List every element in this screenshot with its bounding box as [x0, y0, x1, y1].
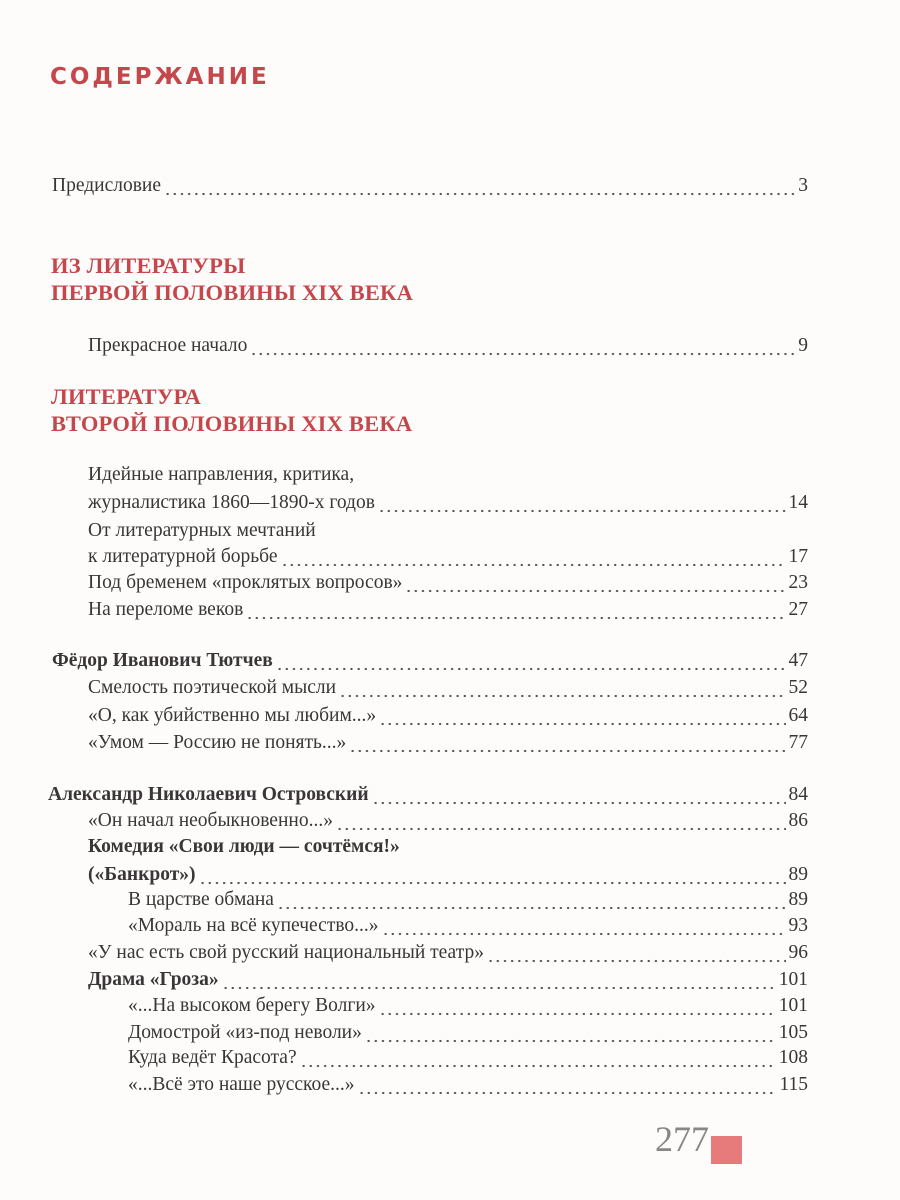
toc-entry-label: «У нас есть свой русский национальный театр» [88, 942, 484, 963]
toc-entry[interactable] [88, 490, 808, 516]
dot-leader [339, 675, 785, 701]
dot-leader [281, 544, 786, 570]
dot-leader [349, 730, 785, 756]
toc-page-number: 86 [788, 810, 808, 831]
toc-page-number: 115 [779, 1074, 808, 1095]
toc-entry[interactable] [88, 808, 808, 834]
toc-entry-preface[interactable] [52, 173, 808, 199]
section-heading-line: ВТОРОЙ ПОЛОВИНЫ XIX ВЕКА [51, 411, 413, 436]
toc-entry[interactable] [88, 333, 808, 359]
toc-entry-label: «Мораль на всё купечество...» [128, 915, 379, 936]
dot-leader [365, 1020, 776, 1046]
toc-page-number: 14 [788, 492, 808, 513]
toc-author-tyutchev[interactable] [52, 648, 808, 674]
toc-page-number: 101 [778, 995, 808, 1016]
toc-page-number: 89 [788, 889, 808, 910]
toc-page-number: 17 [788, 546, 808, 567]
toc-entry[interactable] [88, 862, 808, 888]
dot-leader [250, 333, 795, 359]
page-number: 277 [655, 1119, 709, 1159]
toc-page-number: 52 [788, 677, 808, 698]
toc-entry-label: «Умом — Россию не понять...» [88, 732, 347, 753]
toc-page-number: 84 [788, 784, 808, 805]
toc-entry-label: Домострой «из-под неволи» [128, 1022, 362, 1043]
toc-entry[interactable] [88, 730, 808, 756]
toc-page-number: 23 [788, 572, 808, 593]
toc-entry-label-line1: Комедия «Свои люди — сочтёмся!» [88, 836, 400, 857]
section-heading-second-half [51, 383, 412, 437]
section-heading-line: ПЕРВОЙ ПОЛОВИНЫ XIX ВЕКА [51, 280, 414, 305]
dot-leader [405, 570, 785, 596]
toc-entry[interactable] [88, 570, 808, 596]
toc-entry-label: Прекрасное начало [88, 335, 248, 356]
toc-entry[interactable] [128, 1020, 808, 1046]
dot-leader [487, 940, 786, 966]
toc-page-number: 93 [788, 915, 808, 936]
toc-entry[interactable] [88, 967, 808, 993]
toc-page-number: 9 [798, 335, 808, 356]
toc-entry-label: Фёдор Иванович Тютчев [52, 650, 273, 671]
toc-entry-label-line1: От литературных мечтаний [88, 520, 316, 541]
dot-leader [222, 967, 776, 993]
page-corner-marker [711, 1136, 742, 1164]
toc-entry[interactable] [88, 940, 808, 966]
toc-entry-label: Под бременем «проклятых вопросов» [88, 572, 403, 593]
dot-leader [382, 913, 786, 939]
toc-page-number: 89 [788, 864, 808, 885]
page-title: СОДЕРЖАНИЕ [50, 64, 270, 90]
toc-entry-label: «О, как убийственно мы любим...» [88, 705, 377, 726]
section-heading-line: ЛИТЕРАТУРА [51, 384, 202, 409]
toc-entry-label: Драма «Гроза» [88, 969, 219, 990]
toc-entry-label: Куда ведёт Красота? [128, 1047, 297, 1068]
toc-entry-label: «...На высоком берегу Волги» [128, 995, 376, 1016]
dot-leader [379, 993, 776, 1019]
toc-author-ostrovsky[interactable] [48, 782, 808, 808]
toc-entry-label: Александр Николаевич Островский [48, 784, 369, 805]
toc-entry-label: «...Всё это наше русское...» [128, 1074, 355, 1095]
dot-leader [378, 490, 786, 516]
dot-leader [336, 808, 786, 834]
toc-page-number: 105 [778, 1022, 808, 1043]
toc-page-number: 108 [778, 1047, 808, 1068]
toc-page-number: 77 [788, 732, 808, 753]
toc-entry[interactable] [88, 597, 808, 623]
toc-entry[interactable] [128, 1072, 808, 1098]
section-heading-line: ИЗ ЛИТЕРАТУРЫ [51, 253, 246, 278]
section-heading-first-half [51, 252, 413, 306]
toc-entry-label: Смелость поэтической мысли [88, 677, 337, 698]
toc-page-number: 47 [788, 650, 808, 671]
dot-leader [246, 597, 785, 623]
toc-page-number: 3 [798, 175, 808, 196]
toc-entry-label-line1: Идейные направления, критика, [88, 464, 355, 485]
toc-entry-label: В царстве обмана [128, 889, 274, 910]
toc-page-number: 101 [778, 969, 808, 990]
dot-leader [164, 173, 795, 199]
toc-entry-label: журналистика 1860—1890-х годов [88, 492, 375, 513]
dot-leader [276, 648, 786, 674]
dot-leader [300, 1045, 776, 1071]
toc-entry[interactable] [88, 544, 808, 570]
toc-entry-label: к литературной борьбе [88, 546, 278, 567]
toc-entry-label: Предисловие [52, 175, 162, 196]
toc-page-number: 64 [788, 705, 808, 726]
toc-entry-label: На переломе веков [88, 599, 244, 620]
toc-entry-label: («Банкрот») [88, 864, 196, 885]
toc-entry[interactable] [88, 675, 808, 701]
dot-leader [379, 703, 785, 729]
dot-leader [277, 887, 786, 913]
toc-entry[interactable] [128, 887, 808, 913]
toc-entry[interactable] [128, 913, 808, 939]
dot-leader [372, 782, 786, 808]
toc-entry[interactable] [128, 1045, 808, 1071]
toc-page-number: 96 [788, 942, 808, 963]
toc-entry-label: «Он начал необыкновенно...» [88, 810, 333, 831]
toc-entry[interactable] [88, 703, 808, 729]
toc-entry[interactable] [128, 993, 808, 1019]
toc-page-number: 27 [788, 599, 808, 620]
dot-leader [199, 862, 786, 888]
dot-leader [358, 1072, 777, 1098]
